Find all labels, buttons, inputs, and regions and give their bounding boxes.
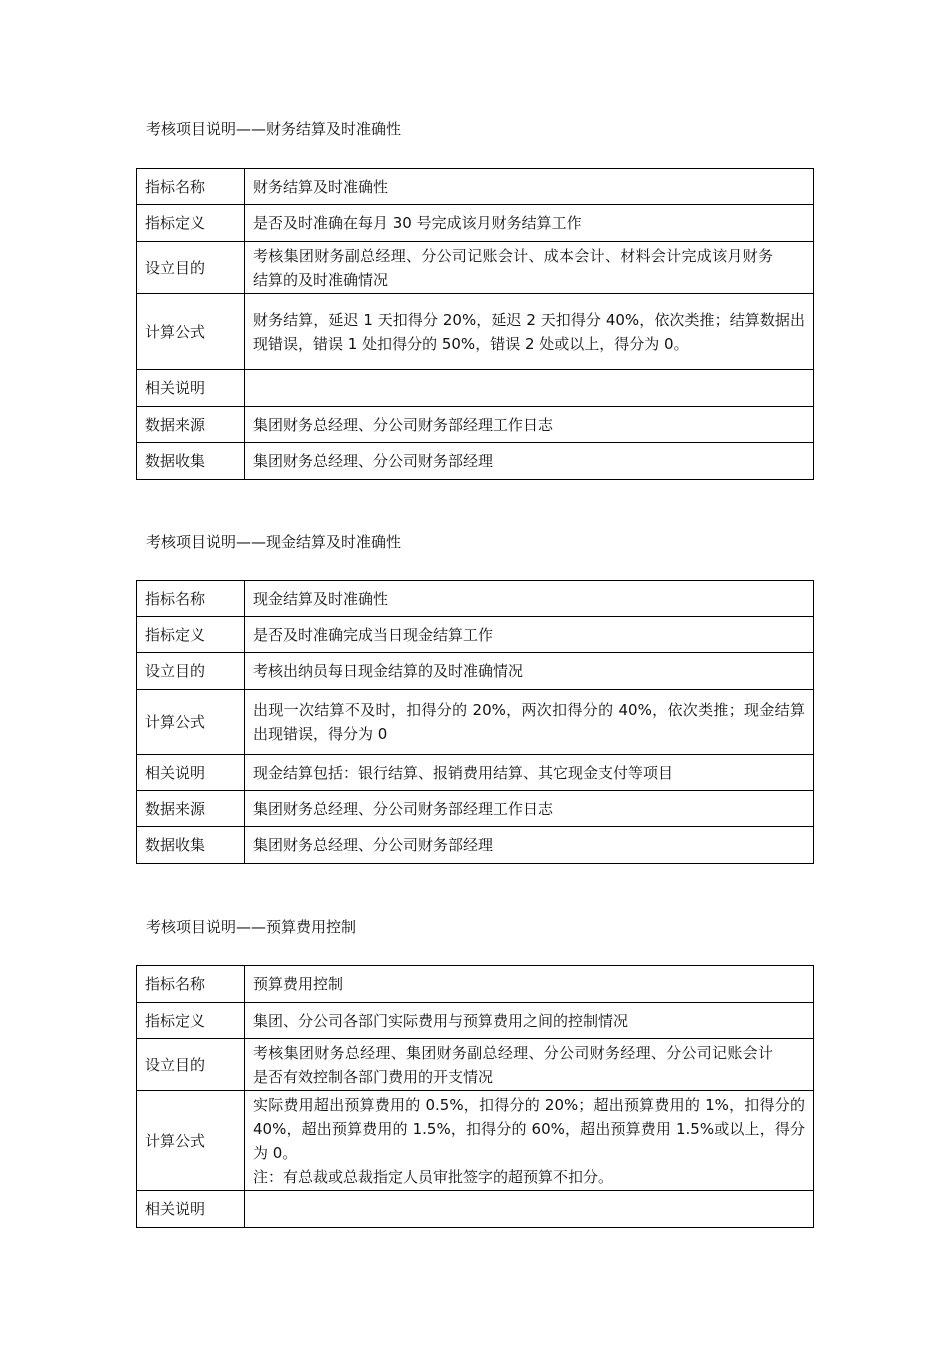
table-row bbox=[137, 791, 814, 827]
row-label: 指标名称 bbox=[137, 966, 245, 1003]
table-row bbox=[137, 966, 814, 1003]
row-value: 考核集团财务总经理、集团财务副总经理、分公司财务经理、分公司记账会计是否有效控制各部门费用的开支情况 bbox=[245, 1039, 814, 1091]
row-value bbox=[245, 370, 814, 407]
section-3-title: 考核项目说明——预算费用控制 bbox=[146, 918, 357, 936]
table-row bbox=[137, 690, 814, 755]
table-row bbox=[137, 370, 814, 407]
row-value: 集团财务总经理、分公司财务部经理工作日志 bbox=[245, 791, 814, 827]
row-label: 指标名称 bbox=[137, 581, 245, 617]
row-label: 相关说明 bbox=[137, 755, 245, 791]
row-label: 计算公式 bbox=[137, 1091, 245, 1191]
section-3-table bbox=[136, 965, 814, 1228]
row-value: 现金结算包括：银行结算、报销费用结算、其它现金支付等项目 bbox=[245, 755, 814, 791]
row-value: 集团财务总经理、分公司财务部经理工作日志 bbox=[245, 407, 814, 443]
row-value: 财务结算及时准确性 bbox=[245, 169, 814, 205]
table-row bbox=[137, 169, 814, 205]
row-value: 出现一次结算不及时，扣得分的 20%，两次扣得分的 40%，依次类推；现金结算出现错误，得分为 0 bbox=[245, 690, 814, 755]
row-value: 考核出纳员每日现金结算的及时准确情况 bbox=[245, 653, 814, 690]
table-row bbox=[137, 443, 814, 480]
table-row bbox=[137, 1003, 814, 1039]
row-value: 考核集团财务副总经理、分公司记账会计、成本会计、材料会计完成该月财务结算的及时准确情况 bbox=[245, 242, 814, 294]
table-row bbox=[137, 755, 814, 791]
row-value: 是否及时准确在每月 30 号完成该月财务结算工作 bbox=[245, 205, 814, 242]
row-label: 相关说明 bbox=[137, 1191, 245, 1228]
row-value: 集团财务总经理、分公司财务部经理 bbox=[245, 443, 814, 480]
table-row bbox=[137, 1091, 814, 1191]
row-label: 设立目的 bbox=[137, 1039, 245, 1091]
row-label: 指标定义 bbox=[137, 1003, 245, 1039]
table-row bbox=[137, 1191, 814, 1228]
row-label: 指标定义 bbox=[137, 205, 245, 242]
formula-text: 实际费用超出预算费用的 0.5%，扣得分的 20%；超出预算费用的 1%，扣得分的 40%，超出预算费用的 1.5%，扣得分的 60%，超出预算费用 1.5%或以上，得分为 0。 bbox=[253, 1095, 805, 1162]
row-value bbox=[245, 1091, 814, 1191]
row-value: 现金结算及时准确性 bbox=[245, 581, 814, 617]
row-label: 指标名称 bbox=[137, 169, 245, 205]
row-value bbox=[245, 1191, 814, 1228]
row-value: 预算费用控制 bbox=[245, 966, 814, 1003]
section-2-title: 考核项目说明——现金结算及时准确性 bbox=[146, 533, 402, 551]
table-row bbox=[137, 581, 814, 617]
row-value: 集团、分公司各部门实际费用与预算费用之间的控制情况 bbox=[245, 1003, 814, 1039]
row-label: 数据收集 bbox=[137, 827, 245, 864]
section-1-table bbox=[136, 168, 814, 480]
table-row bbox=[137, 205, 814, 242]
table-row bbox=[137, 1039, 814, 1091]
row-label: 数据收集 bbox=[137, 443, 245, 480]
row-label: 计算公式 bbox=[137, 294, 245, 370]
row-value: 集团财务总经理、分公司财务部经理 bbox=[245, 827, 814, 864]
row-label: 数据来源 bbox=[137, 791, 245, 827]
row-value: 是否及时准确完成当日现金结算工作 bbox=[245, 617, 814, 653]
section-1-title: 考核项目说明——财务结算及时准确性 bbox=[146, 120, 402, 138]
table-row bbox=[137, 242, 814, 294]
row-label: 计算公式 bbox=[137, 690, 245, 755]
table-row bbox=[137, 653, 814, 690]
row-label: 数据来源 bbox=[137, 407, 245, 443]
row-label: 相关说明 bbox=[137, 370, 245, 407]
section-2-table bbox=[136, 580, 814, 864]
row-label: 设立目的 bbox=[137, 653, 245, 690]
table-row bbox=[137, 827, 814, 864]
table-row bbox=[137, 294, 814, 370]
row-label: 设立目的 bbox=[137, 242, 245, 294]
row-label: 指标定义 bbox=[137, 617, 245, 653]
formula-note: 注：有总裁或总裁指定人员审批签字的超预算不扣分。 bbox=[253, 1167, 614, 1186]
table-row bbox=[137, 407, 814, 443]
table-row bbox=[137, 617, 814, 653]
row-value: 财务结算，延迟 1 天扣得分 20%，延迟 2 天扣得分 40%，依次类推；结算数据出现错误，错误 1 处扣得分的 50%，错误 2 处或以上，得分为 0。 bbox=[245, 294, 814, 370]
